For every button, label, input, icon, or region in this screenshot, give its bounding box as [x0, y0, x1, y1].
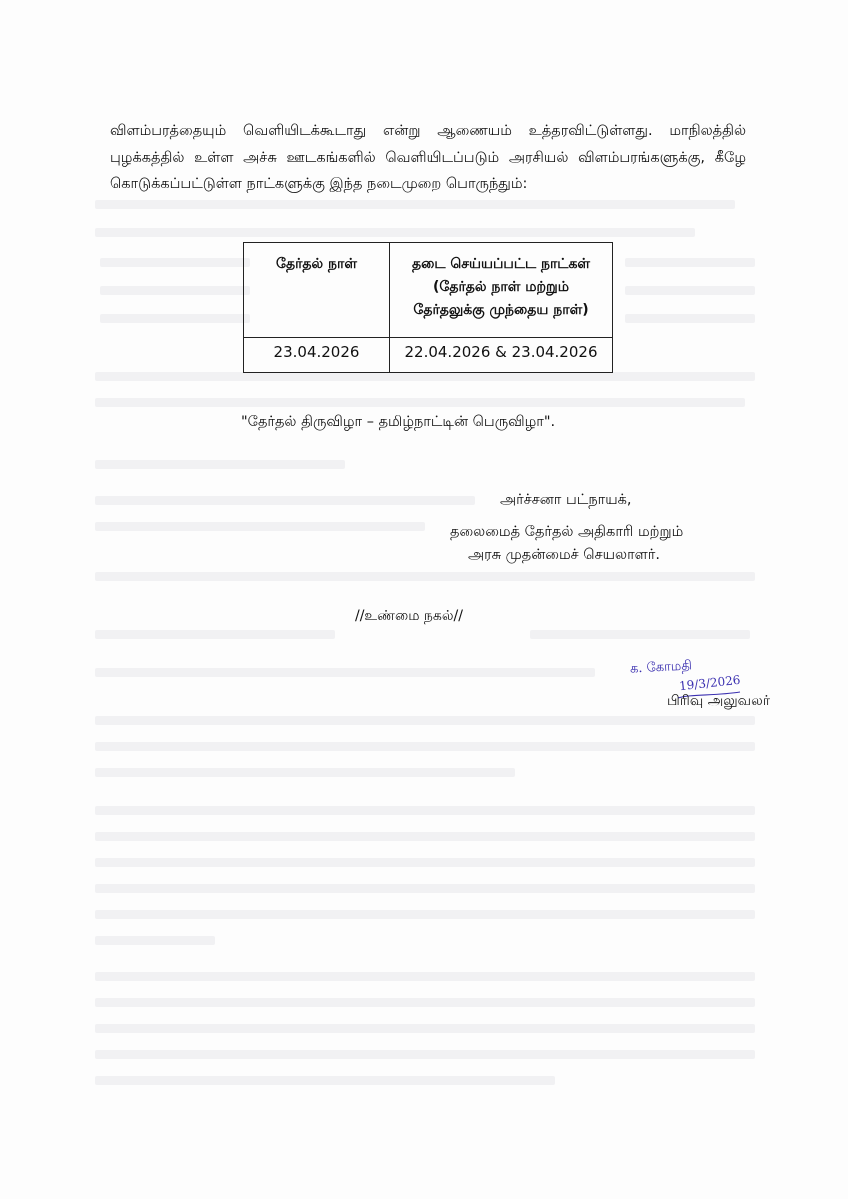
- table-header-row: [244, 243, 613, 338]
- handwritten-initials: க. கோமதி: [629, 658, 693, 677]
- header-restricted-dates-line3: தேர்தலுக்கு முந்தைய நாள்): [413, 302, 589, 318]
- signatory-title-line2: அரசு முதன்மைச் செயலாளர்.: [468, 547, 660, 563]
- header-restricted-dates-line2: (தேர்தல் நாள் மற்றும்: [433, 279, 569, 295]
- header-restricted-dates: [390, 243, 613, 338]
- section-officer-label: பிரிவு அலுவலர்: [667, 693, 771, 709]
- signatory-name: அர்ச்சனா பட்நாயக்,: [500, 492, 632, 508]
- cell-election-date: 23.04.2026: [244, 338, 390, 373]
- table-row: [244, 338, 613, 373]
- election-slogan: "தேர்தல் திருவிழா – தமிழ்நாட்டின் பெருவிழா".: [241, 414, 556, 430]
- body-paragraph: விளம்பரத்தையும் வெளியிடக்கூடாது என்று ஆணையம் உத்தரவிட்டுள்ளது. மாநிலத்தில் புழக்கத்தில் உள்ள அச்சு ஊடகங்களில் வெளியிடப்படும் அரசியல் விளம்பரங்களுக்கு, கீழே கொடுக்கப்பட்டுள்ள நாட்களுக்கு இந்த நடைமுறை பொருந்தும்:: [110, 123, 746, 193]
- restricted-dates-table: [243, 242, 613, 373]
- header-restricted-dates-line1: தடை செய்யப்பட்ட நாட்கள்: [411, 256, 591, 272]
- signatory-title-line1: தலைமைத் தேர்தல் அதிகாரி மற்றும்: [450, 524, 684, 540]
- cell-restricted-dates: 22.04.2026 & 23.04.2026: [390, 338, 613, 373]
- true-copy-label: //உண்மை நகல்//: [355, 608, 463, 624]
- handwritten-date: 19/3/2026: [678, 672, 742, 694]
- header-election-date: தேர்தல் நாள்: [244, 243, 390, 338]
